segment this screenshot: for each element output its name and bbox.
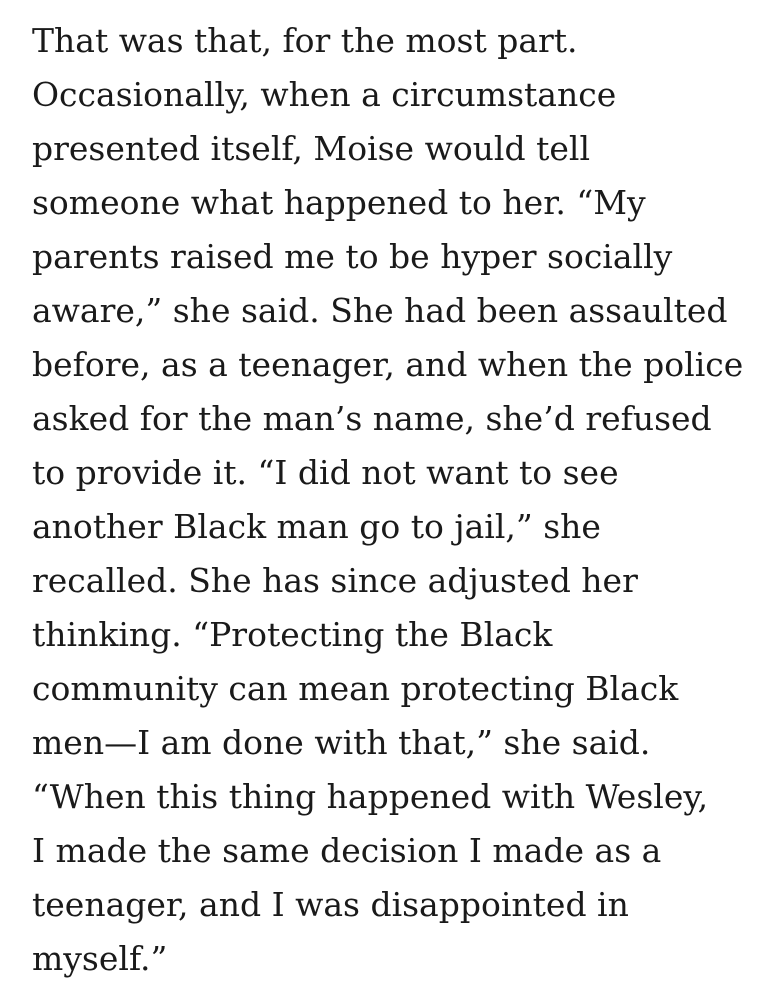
paragraph-line: thinking. “Protecting the Black [32,615,553,654]
paragraph-line: community can mean protecting Black [32,669,679,708]
paragraph-line: presented itself, Moise would tell [32,129,591,168]
paragraph-line: men—I am done with that,” she said. [32,723,651,762]
paragraph-line: “When this thing happened with Wesley, [32,777,709,816]
paragraph-line: Occasionally, when a circumstance [32,75,617,114]
paragraph-line: That was that, for the most part. [32,21,578,60]
paragraph-line: before, as a teenager, and when the police [32,345,744,384]
paragraph-line: myself.” [32,939,168,978]
paragraph-line: asked for the man’s name, she’d refused [32,399,712,438]
paragraph-line: I made the same decision I made as a [32,831,662,870]
paragraph-line: aware,” she said. She had been assaulted [32,291,728,330]
paragraph-line: teenager, and I was disappointed in [32,885,629,924]
article-paragraph [32,14,762,986]
paragraph-line: another Black man go to jail,” she [32,507,601,546]
paragraph-line: parents raised me to be hyper socially [32,237,673,276]
paragraph-line: someone what happened to her. “My [32,183,646,222]
paragraph-line: to provide it. “I did not want to see [32,453,619,492]
paragraph-line: recalled. She has since adjusted her [32,561,638,600]
